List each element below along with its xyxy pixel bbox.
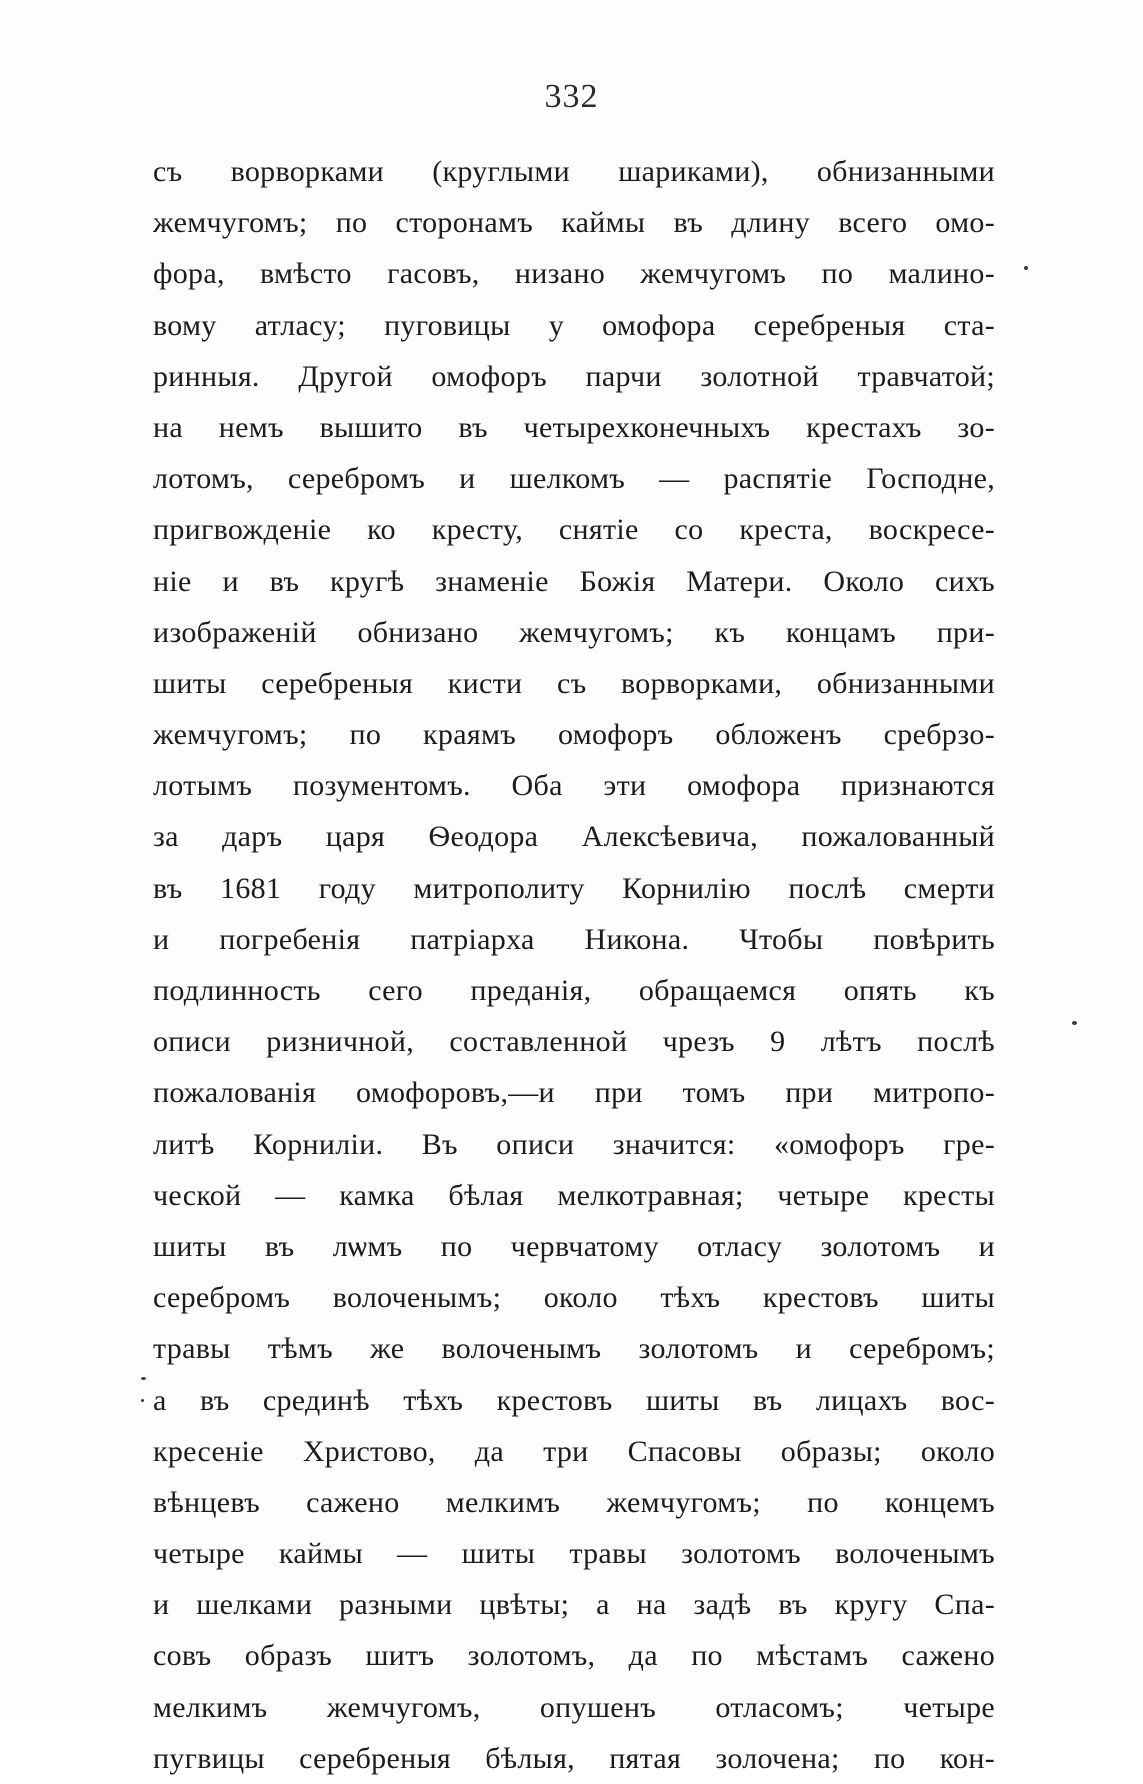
- body-text: [153, 146, 995, 1784]
- text-line: пригвожденіе ко кресту, снятіе со креста, воскресе-: [153, 513, 995, 547]
- text-line: вому атласу; пуговицы у омофора серебреныя ста-: [153, 308, 995, 342]
- text-line: литѣ Корниліи. Въ описи значится: «омофоръ гре-: [153, 1127, 995, 1161]
- text-line: описи ризничной, составленной чрезъ 9 лѣтъ послѣ: [153, 1025, 995, 1059]
- text-line: и погребенія патріарха Никона. Чтобы повѣрить: [153, 922, 995, 956]
- text-line: и шелками разными цвѣты; а на задѣ въ кругу Спа-: [153, 1588, 995, 1622]
- margin-speck: [1072, 1021, 1077, 1025]
- text-line: серебромъ волоченымъ; около тѣхъ крестовъ шиты: [153, 1281, 995, 1315]
- text-line: четыре каймы — шиты травы золотомъ волоченымъ: [153, 1537, 995, 1571]
- text-line: въ 1681 году митрополиту Корнилію послѣ смерти: [153, 871, 995, 905]
- text-line: кресеніе Христово, да три Спасовы образы; около: [153, 1434, 995, 1468]
- text-line: а въ срединѣ тѣхъ крестовъ шиты въ лицахъ вос-: [153, 1383, 995, 1417]
- text-line: жемчугомъ; по краямъ омофоръ обложенъ сребрзо-: [153, 718, 995, 752]
- text-line: на немъ вышито въ четырехконечныхъ крестахъ зо-: [153, 410, 995, 444]
- text-line: совъ образъ шитъ золотомъ, да по мѣстамъ сажено: [153, 1639, 995, 1673]
- text-line: ринныя. Другой омофоръ парчи золотной травчатой;: [153, 359, 995, 393]
- text-line: пожалованія омофоровъ,—и при томъ при митропо-: [153, 1076, 995, 1110]
- text-line: подлинность сего преданія, обращаемся опять къ: [153, 974, 995, 1007]
- text-line: травы тѣмъ же волоченымъ золотомъ и серебромъ;: [153, 1332, 995, 1366]
- margin-speck: [141, 1399, 144, 1402]
- margin-speck: [1024, 266, 1028, 270]
- text-line: лотомъ, серебромъ и шелкомъ — распятіе Господне,: [153, 462, 995, 496]
- margin-speck: [141, 1377, 146, 1380]
- text-line: ніе и въ кругѣ знаменіе Божія Матери. Около сихъ: [153, 564, 995, 598]
- text-line: фора, вмѣсто гасовъ, низано жемчугомъ по малино-: [153, 257, 995, 291]
- text-line: шиты серебреныя кисти съ ворворками, обнизанными: [153, 666, 995, 700]
- text-line: пугвицы серебреныя бѣлыя, пятая золочена; по кон-: [153, 1741, 995, 1775]
- text-line: ческой — камка бѣлая мелкотравная; четыре кресты: [153, 1178, 995, 1212]
- text-line: за даръ царя Ѳеодора Алексѣевича, пожалованный: [153, 820, 995, 854]
- text-line: вѣнцевъ сажено мелкимъ жемчугомъ; по концемъ: [153, 1485, 995, 1519]
- page-number: 332: [544, 78, 599, 115]
- text-line: шиты въ лѡмъ по червчатому отласу золотомъ и: [153, 1229, 995, 1263]
- text-line: изображеній обнизано жемчугомъ; къ концамъ при-: [153, 615, 995, 649]
- text-line: мелкимъ жемчугомъ, опушенъ отласомъ; четыре: [153, 1690, 995, 1724]
- text-line: съ ворворками (круглыми шариками), обнизанными: [153, 155, 995, 188]
- text-line: жемчугомъ; по сторонамъ каймы въ длину всего омо-: [153, 206, 995, 240]
- text-line: лотымъ позументомъ. Оба эти омофора признаются: [153, 769, 995, 803]
